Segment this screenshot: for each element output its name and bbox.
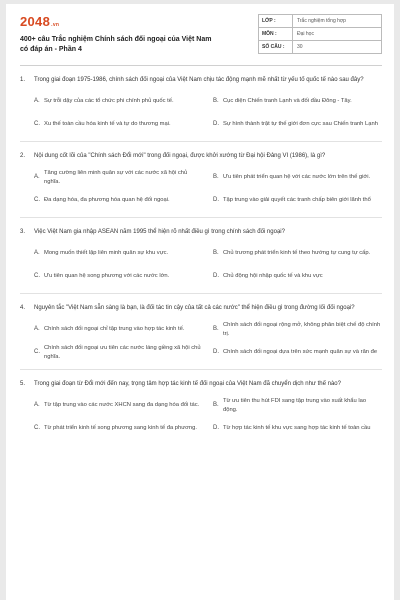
meta-key: MÔN :: [259, 28, 293, 40]
option-letter: A.: [34, 402, 40, 409]
answer-option[interactable]: [213, 420, 382, 437]
option-text: Từ tập trung vào các nước XHCN sang đa dạng hóa đối tác.: [44, 402, 200, 409]
option-letter: B.: [213, 326, 219, 333]
option-letter: A.: [34, 174, 40, 181]
logo-text: 2048: [20, 14, 51, 29]
option-letter: B.: [213, 402, 219, 409]
option-text: Từ phát triển kinh tế song phương sang kinh tế đa phương.: [44, 425, 197, 432]
meta-value: Đại học: [297, 31, 314, 37]
option-letter: B.: [213, 174, 219, 181]
answer-option[interactable]: [213, 397, 382, 414]
option-text: Cục diện Chiến tranh Lạnh và đối đầu Đông - Tây.: [223, 98, 352, 105]
option-text: Chính sách đối ngoại ưu tiên các nước láng giềng xã hội chủ nghĩa.: [44, 345, 201, 360]
answer-options: [20, 397, 382, 437]
option-text: Mong muốn thiết lập liên minh quân sự khu vực.: [44, 250, 169, 257]
option-letter: C.: [34, 121, 40, 128]
answer-option[interactable]: [213, 169, 382, 186]
question-item: [20, 76, 382, 142]
option-text: Đa dạng hóa, đa phương hóa quan hệ đối ngoại.: [44, 197, 170, 204]
question-number: 1.: [20, 77, 26, 83]
option-text: Chủ động hội nhập quốc tế và khu vực: [223, 273, 323, 280]
option-letter: A.: [34, 98, 40, 105]
option-letter: A.: [34, 326, 40, 333]
option-text: Tập trung vào giải quyết các tranh chấp biên giới lãnh thổ: [223, 197, 371, 204]
question-text: Nguyên tắc "Việt Nam sẵn sàng là bạn, là đối tác tin cậy của tất cả các nước" thể hiện điều gì trong đường lối đối ngoại?: [34, 305, 355, 311]
site-logo[interactable]: [20, 14, 230, 29]
header-divider: [20, 65, 382, 66]
answer-option[interactable]: [34, 321, 203, 338]
answer-option[interactable]: [34, 268, 203, 285]
question-header: [20, 76, 382, 85]
option-text: Từ ưu tiên thu hút FDI sang tập trung vào xuất khẩu lao động.: [223, 398, 367, 413]
option-text: Sự hình thành trật tự thế giới đơn cực sau Chiến tranh Lạnh: [223, 121, 378, 128]
question-header: [20, 228, 382, 237]
answer-options: [20, 245, 382, 285]
answer-option[interactable]: [213, 93, 382, 110]
brand-block: [20, 14, 230, 55]
question-item: [20, 380, 382, 437]
meta-row-count: [259, 41, 381, 53]
meta-row-class: [259, 15, 381, 28]
option-letter: C.: [34, 425, 40, 432]
option-letter: D.: [213, 349, 219, 356]
question-header: [20, 380, 382, 389]
meta-key: LỚP :: [259, 15, 293, 27]
meta-table: [258, 14, 382, 54]
option-letter: D.: [213, 273, 219, 280]
question-number: 3.: [20, 229, 26, 235]
question-divider: [20, 293, 382, 294]
answer-options: [20, 169, 382, 209]
answer-option[interactable]: [34, 245, 203, 262]
answer-option[interactable]: [34, 192, 203, 209]
question-divider: [20, 217, 382, 218]
option-text: Ưu tiên phát triển quan hệ với các nước lớn trên thế giới.: [223, 174, 371, 181]
answer-option[interactable]: [213, 268, 382, 285]
option-letter: B.: [213, 250, 219, 257]
answer-option[interactable]: [213, 192, 382, 209]
option-text: Tăng cường liên minh quân sự với các nước xã hội chủ nghĩa.: [44, 170, 188, 185]
option-letter: A.: [34, 250, 40, 257]
answer-option[interactable]: [213, 245, 382, 262]
answer-option[interactable]: [34, 116, 203, 133]
answer-option[interactable]: [34, 397, 203, 414]
answer-option[interactable]: [213, 321, 382, 338]
question-number: 2.: [20, 153, 26, 159]
question-item: [20, 304, 382, 370]
option-letter: D.: [213, 197, 219, 204]
question-text: Trong giai đoạn 1975-1986, chính sách đối ngoại của Việt Nam chịu tác động mạnh mẽ nhất từ yếu tố quốc tế nào sau đây?: [34, 77, 364, 83]
answer-option[interactable]: [213, 344, 382, 361]
question-item: [20, 152, 382, 218]
question-text: Nội dung cốt lõi của "Chính sách Đổi mới" trong đối ngoại, được khởi xướng từ Đại hội Đảng VI (1986), là gì?: [34, 153, 326, 159]
meta-value: 30: [297, 44, 303, 50]
option-letter: D.: [213, 425, 219, 432]
option-letter: B.: [213, 98, 219, 105]
question-header: [20, 152, 382, 161]
question-item: [20, 228, 382, 294]
option-letter: C.: [34, 349, 40, 356]
answer-option[interactable]: [34, 344, 203, 361]
answer-option[interactable]: [34, 169, 203, 186]
option-text: Chính sách đối ngoại rộng mở, không phân biệt chế độ chính trị.: [223, 322, 381, 337]
option-text: Từ hợp tác kinh tế khu vực sang hợp tác kinh tế toàn cầu: [223, 425, 371, 432]
question-text: Việc Việt Nam gia nhập ASEAN năm 1995 thể hiện rõ nhất điều gì trong chính sách đối ngoại?: [34, 229, 285, 235]
question-number: 5.: [20, 381, 26, 387]
option-text: Xu thế toàn cầu hóa kinh tế và tự do thương mại.: [44, 121, 171, 128]
meta-value: Trắc nghiệm tổng hợp: [297, 18, 346, 24]
option-text: Ưu tiên quan hệ song phương với các nước lớn.: [44, 273, 170, 280]
option-letter: D.: [213, 121, 219, 128]
question-number: 4.: [20, 305, 26, 311]
question-text: Trong giai đoạn từ Đổi mới đến nay, trọng tâm hợp tác kinh tế đối ngoại của Việt Nam đã chuyển dịch như thế nào?: [34, 381, 341, 387]
answer-option[interactable]: [34, 93, 203, 110]
option-text: Chính sách đối ngoại chỉ tập trung vào hợp tác kinh tế.: [44, 326, 185, 333]
answer-option[interactable]: [213, 116, 382, 133]
document-page: [6, 4, 394, 600]
option-letter: C.: [34, 273, 40, 280]
option-text: Chính sách đối ngoại dựa trên sức mạnh quân sự và răn đe: [223, 349, 378, 356]
option-text: Sự trỗi dậy của các tổ chức phi chính phủ quốc tế.: [44, 98, 174, 105]
document-header: [20, 14, 382, 55]
meta-key: SỐ CÂU :: [259, 41, 293, 53]
document-title: 400+ câu Trắc nghiệm Chính sách đối ngoại của Việt Nam có đáp án - Phần 4: [20, 36, 212, 53]
option-letter: C.: [34, 197, 40, 204]
logo-suffix: .vn: [51, 22, 60, 28]
question-divider: [20, 369, 382, 370]
answer-option[interactable]: [34, 420, 203, 437]
option-text: Chủ trương phát triển kinh tế theo hướng tự cung tự cấp.: [223, 250, 371, 257]
meta-row-subject: [259, 28, 381, 41]
answer-options: [20, 321, 382, 361]
question-divider: [20, 141, 382, 142]
question-header: [20, 304, 382, 313]
answer-options: [20, 93, 382, 133]
